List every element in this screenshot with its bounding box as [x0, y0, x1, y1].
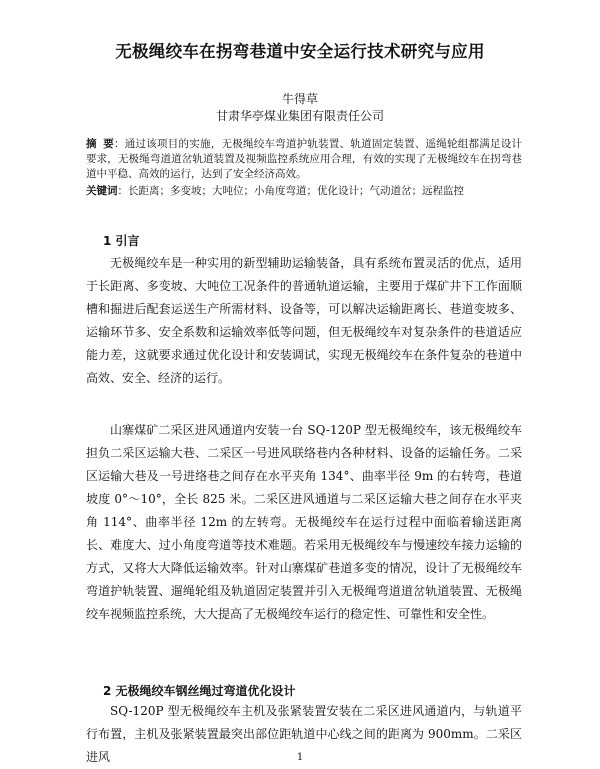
keywords-label: 关键词 — [86, 185, 118, 197]
abstract-text: ：通过该项目的实施，无极绳绞车弯道护轨装置、轨道固定装置、遥绳轮组都满足设计要求，无极绳弯道道岔轨道装置及视频监控系统应用合理，有效的实现了无极绳绞车在拐弯巷道中平稳、高效的运行，达到了安全经济高效。 — [86, 138, 522, 180]
section-heading: 1 引言 — [103, 234, 140, 248]
keywords-text: ：长距离；多变坡；大吨位；小角度弯道；优化设计；气动道岔；远程监控 — [117, 185, 464, 197]
abstract-label: 摘 要 — [86, 138, 115, 150]
paragraph: 无极绳绞车是一种实用的新型辅助运输装备，具有系统布置灵活的优点，适用于长距离、多变坡、大吨位工况条件的普通轨道运输，主要用于煤矿井下工作面顺槽和掘进后配套运送生产所需材料、设备等，可以解决运输距离长、巷道变坡多、运输环节多、安全系数和运输效率低等问题，但无极绳绞车对复杂条件的巷道适应能力差，这就要求通过优化设计和安装调试，实现无极绳绞车在条件复杂的巷道中高效、安全、经济的运行。 — [86, 256, 522, 385]
page-number: 1 — [296, 752, 304, 763]
section-body — [86, 252, 522, 390]
keywords — [86, 184, 522, 199]
author-affiliation: 甘肃华亭煤业集团有限责任公司 — [215, 109, 384, 123]
paper-title: 无极绳绞车在拐弯巷道中安全运行技术研究与应用 — [115, 42, 485, 61]
section-heading: 2 无极绳绞车钢丝绳过弯道优化设计 — [103, 684, 296, 698]
section-body — [86, 419, 522, 626]
paragraph: 山寨煤矿二采区进风通道内安装一台 SQ-120P 型无极绳绞车，该无极绳绞车担负二采区运输大巷、二采区一号进风联络巷内各种材料、设备的运输任务。二采区运输大巷及一号进络巷之间存在水平夹角 134°、曲率半径 9m 的右转弯，巷道坡度 0°～10°，全长 825 米。二采区进风通道与二采区运输大巷之间存在水平夹角 114°、曲率半径 12m 的左转弯。无极绳绞车在运行过程中面临着输送距离长、难度大、过小角度弯道等技术难题。若采用无极绳绞车与慢速绞车接力运输的方式，又将大大降低运输效率。针对山寨煤矿巷道多变的情况，设计了无极绳绞车弯道护轨装置、遛绳轮组及轨道固定装置并引入无极绳弯道道岔轨道装置、无极绳绞车视频监控系统，大大提高了无极绳绞车运行的稳定性、可靠性和安全性。 — [86, 423, 522, 621]
abstract — [86, 137, 522, 182]
paragraph: SQ-120P 型无极绳绞车主机及张紧装置安装在二采区进风通道内，与轨道平行布置，主机及张紧装置最突出部位距轨道中心线之间的距离为 900mm。二采区进风 — [86, 704, 522, 764]
author-name: 牛得草 — [281, 92, 318, 106]
